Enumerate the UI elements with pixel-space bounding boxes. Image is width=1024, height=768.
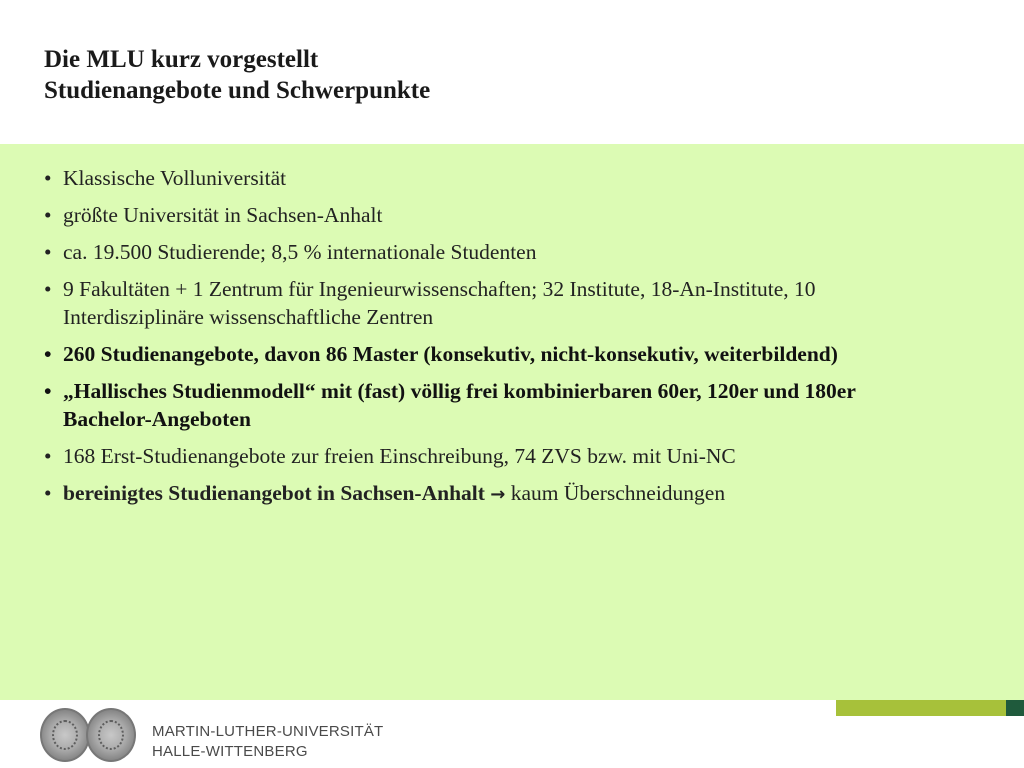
bullet-item: [44, 275, 864, 331]
footer-accent-bar: [836, 700, 1006, 716]
bullet-item-mixed: [44, 479, 864, 509]
bullet-text: kaum Überschneidungen: [510, 481, 726, 505]
bullet-text: „Hallisches Studienmodell“ mit (fast) völlig frei kombinierbaren 60er, 120er und 180er Bachelor-Angeboten: [63, 379, 856, 431]
bullet-item: [44, 164, 864, 192]
bullet-dot: •: [44, 342, 52, 366]
bullet-item: [44, 201, 864, 229]
bullet-dot: •: [44, 203, 52, 227]
bullet-dot: •: [44, 277, 52, 301]
university-seal-icon: [40, 708, 90, 762]
bullet-item-bold: [44, 340, 864, 368]
bullet-dot: •: [44, 444, 52, 468]
bullet-text: 9 Fakultäten + 1 Zentrum für Ingenieurwissenschaften; 32 Institute, 18-An-Institute, 10 Interdisziplinäre wissenschaftliche Zentren: [63, 277, 816, 329]
bullet-dot: •: [44, 481, 52, 505]
bullet-text: größte Universität in Sachsen-Anhalt: [63, 203, 383, 227]
bullet-list: [44, 164, 864, 518]
bullet-text: Klassische Volluniversität: [63, 166, 287, 190]
bullet-item: [44, 238, 864, 266]
bullet-dot: •: [44, 166, 52, 190]
university-name-line-2: HALLE-WITTENBERG: [152, 743, 308, 760]
footer-accent-square: [1006, 700, 1024, 716]
bullet-text: 168 Erst-Studienangebote zur freien Einschreibung, 74 ZVS bzw. mit Uni-NC: [63, 444, 736, 468]
bullet-bold-text: bereinigtes Studienangebot in Sachsen-Anhalt: [63, 481, 485, 505]
bullet-dot: •: [44, 379, 52, 403]
slide-title: [44, 44, 944, 106]
university-name-line-1: MARTIN-LUTHER-UNIVERSITÄT: [152, 723, 384, 740]
title-line-1: Die MLU kurz vorgestellt: [44, 46, 319, 73]
content-panel: [0, 144, 1024, 700]
bullet-text: 260 Studienangebote, davon 86 Master (konsekutiv, nicht-konsekutiv, weiterbildend): [63, 342, 838, 366]
bullet-item-bold: [44, 377, 864, 433]
bullet-text: ca. 19.500 Studierende; 8,5 % internationale Studenten: [63, 240, 537, 264]
arrow-right-icon: →: [490, 484, 506, 505]
university-seal-icon: [86, 708, 136, 762]
bullet-dot: •: [44, 240, 52, 264]
bullet-item: [44, 442, 864, 470]
title-line-2: Studienangebote und Schwerpunkte: [44, 77, 431, 104]
university-name: [152, 722, 383, 762]
